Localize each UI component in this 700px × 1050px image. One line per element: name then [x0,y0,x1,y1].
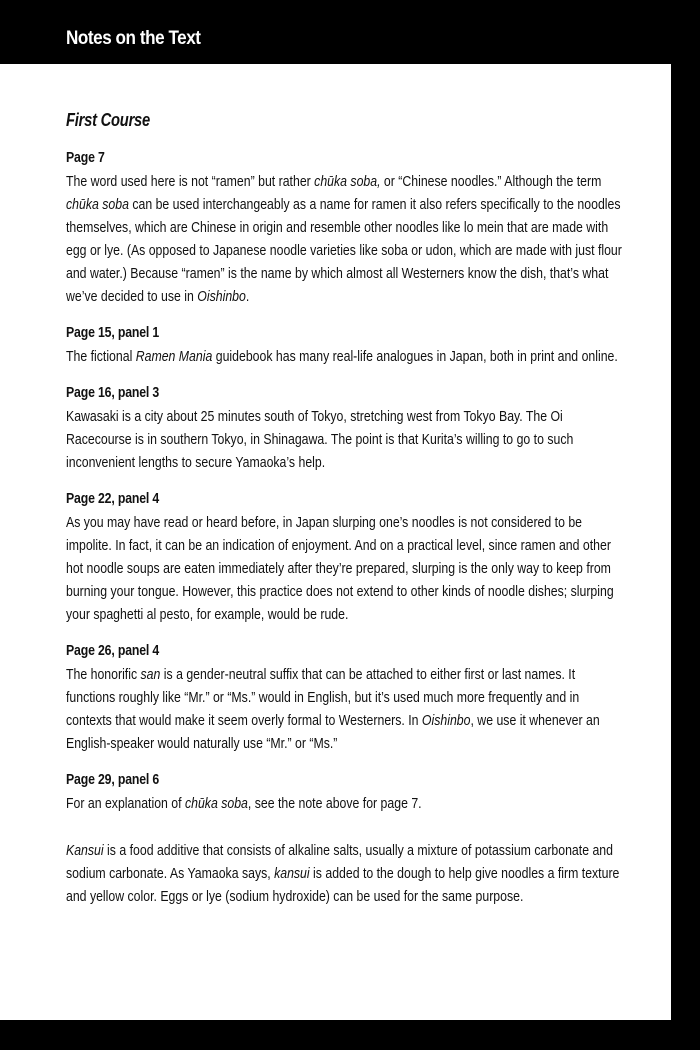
note-heading-text: Page 29, panel 6 [66,771,160,788]
note-body [66,511,666,626]
notes-content [66,108,666,921]
note-body-text [66,839,624,908]
header-title: Notes on the Text [66,28,201,49]
note-heading [66,146,666,170]
note-4 [66,487,666,626]
note-heading [66,487,666,511]
text-run: . [245,288,250,305]
note-heading-text: Page 22, panel 4 [66,490,160,507]
note-heading-text: Page 15, panel 1 [66,324,160,341]
page-header [0,0,700,64]
note-body [66,839,666,908]
text-run: The word used here is not “ramen” but rather [66,173,315,190]
note-body-text [66,170,624,308]
note-body-text [66,792,624,815]
notes-list [66,146,666,908]
italic-term: Oishinbo [197,288,246,305]
section-title-text: First Course [66,110,150,130]
text-run: The honorific [66,666,141,683]
italic-term: Kansui [66,842,104,859]
text-run: can be used interchangeably as a name for ramen it also refers specifically to the noodles themselves, which are Chinese in origin and resemble other noodles like lo mein that are made with egg or lye. (As opposed to Japanese noodle varieties like soba or udon, which are made with just flour and water.) Because “ramen” is the name by which almost all Westerners know the dish, that’s what we’ve decided to use in [66,196,622,305]
text-run: is added to the dough to help give noodles a firm texture and yellow color. Eggs or lye (sodium hydroxide) can be used for the same purpose. [66,865,620,905]
note-heading [66,768,666,792]
note-body [66,792,666,815]
note-2 [66,321,666,368]
page-body [0,64,671,1020]
italic-term: chūka soba [184,795,248,812]
text-run: For an explanation of [66,795,185,812]
note-body-text [66,345,624,368]
section-title [66,108,666,132]
text-run: , see the note above for page 7. [247,795,422,812]
text-run: or “Chinese noodles.” Although the term [380,173,602,190]
note-heading-text: Page 7 [66,149,105,166]
note-body-text [66,511,624,626]
italic-term: kansui [274,865,310,882]
note-body-text [66,663,624,755]
note-heading [66,321,666,345]
text-run: , we use it whenever an English-speaker would naturally use “Mr.” or “Ms.” [66,712,600,752]
note-heading-text: Page 26, panel 4 [66,642,160,659]
text-run: Kawasaki is a city about 25 minutes south of Tokyo, stretching west from Tokyo Bay. The Oi Racecourse is in southern Tokyo, in Shinagawa. The point is that Kurita’s willing to go to such inconvenient lengths to secure Yamaoka’s help. [66,408,574,471]
italic-term: san [140,666,161,683]
italic-term: chūka soba, [314,173,381,190]
note-heading-text: Page 16, panel 3 [66,384,160,401]
note-1 [66,146,666,308]
note-heading [66,381,666,405]
italic-term: Ramen Mania [135,348,213,365]
note-body [66,170,666,308]
note-body [66,345,666,368]
note-5 [66,639,666,755]
note-body-text [66,405,624,474]
italic-term: Oishinbo [421,712,471,729]
italic-term: chūka soba [66,196,129,213]
text-run: guidebook has many real-life analogues in Japan, both in print and online. [212,348,618,365]
note-body [66,663,666,755]
note-heading [66,639,666,663]
note-3 [66,381,666,474]
text-run: The fictional [66,348,136,365]
note-7 [66,839,666,908]
note-body [66,405,666,474]
text-run: is a food additive that consists of alkaline salts, usually a mixture of potassium carbonate and sodium carbonate. As Yamaoka says, [66,842,613,882]
note-6 [66,768,666,815]
text-run: As you may have read or heard before, in Japan slurping one’s noodles is not considered to be impolite. In fact, it can be an indication of enjoyment. And on a practical level, since ramen and other hot noodle soups are eaten immediately after they’re prepared, slurping is the only way to keep from burning your tongue. However, this practice does not extend to other kinds of noodle dishes; slurping your spaghetti al pesto, for example, would be rude. [66,514,614,623]
text-run: is a gender-neutral suffix that can be attached to either first or last names. It functions roughly like “Mr.” or “Ms.” would in English, but it’s used much more frequently and in contexts that would make it seem overly formal to Westerners. In [66,666,580,729]
